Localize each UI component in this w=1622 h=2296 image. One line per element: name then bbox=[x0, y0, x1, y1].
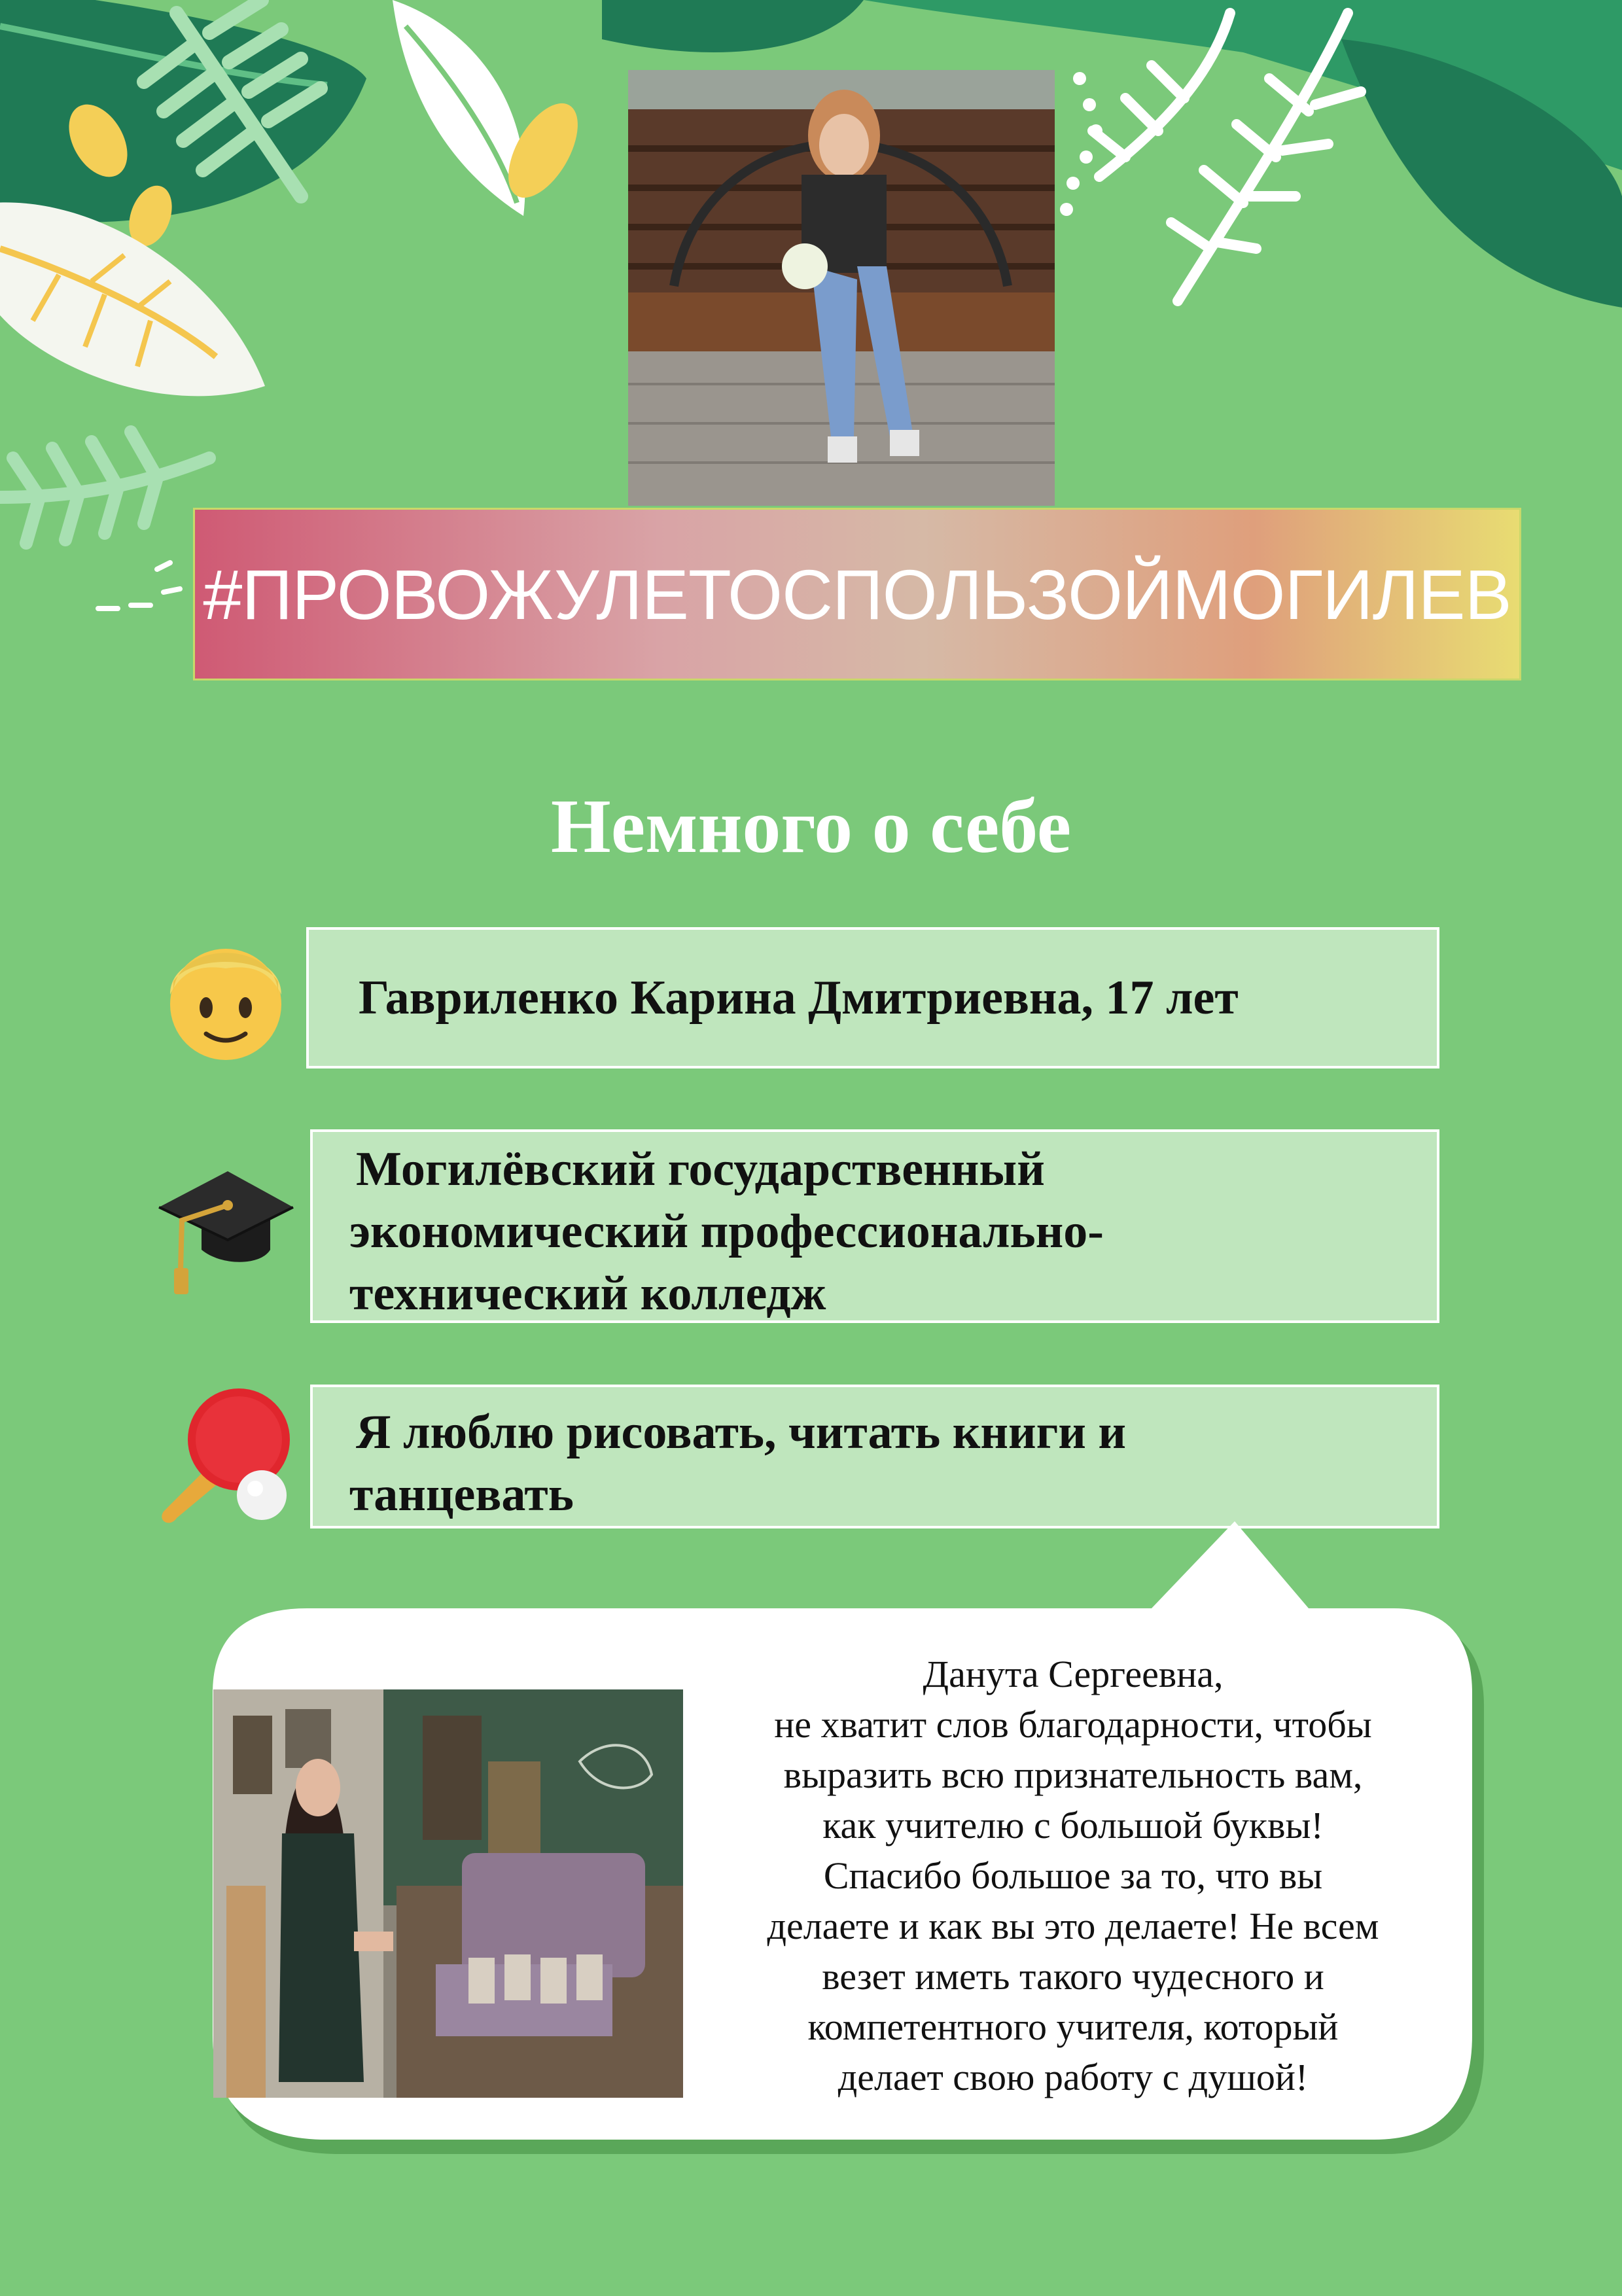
message-line-6: делаете и как вы это делаете! Не всем bbox=[767, 1905, 1379, 1947]
school-box bbox=[310, 1129, 1439, 1323]
graduation-cap-icon bbox=[156, 1158, 296, 1296]
hobbies-line-2: танцевать bbox=[349, 1468, 574, 1521]
section-title: Немного о себе bbox=[550, 783, 1072, 869]
message-line-5: Спасибо большое за то, что вы bbox=[823, 1854, 1323, 1897]
person-emoji-icon bbox=[164, 929, 288, 1067]
message-line-3: выразить всю признательность вам, bbox=[783, 1754, 1363, 1796]
hashtag-text: #ПРОВОЖУЛЕТОСПОЛЬЗОЙМОГИЛЕВ bbox=[203, 554, 1511, 634]
student-photo bbox=[628, 70, 1055, 506]
hobbies-box bbox=[310, 1385, 1439, 1528]
school-line-3: технический колледж bbox=[349, 1267, 826, 1320]
message-line-4: как учителю с большой буквы! bbox=[822, 1804, 1324, 1846]
school-line-1: Могилёвский государственный bbox=[356, 1142, 1045, 1196]
teacher-message bbox=[710, 1649, 1436, 2102]
message-line-9: делает свою работу с душой! bbox=[837, 2056, 1309, 2098]
hashtag-banner bbox=[193, 508, 1521, 680]
message-line-7: везет иметь такого чудесного и bbox=[822, 1955, 1324, 1998]
message-line-1: Данута Сергеевна, bbox=[923, 1653, 1224, 1695]
school-line-2: экономический профессионально- bbox=[349, 1205, 1104, 1258]
message-line-8: компетентного учителя, который bbox=[807, 2005, 1339, 2048]
teacher-photo bbox=[213, 1689, 683, 2098]
name-box bbox=[306, 927, 1439, 1069]
hobbies-line-1: Я люблю рисовать, читать книги и bbox=[356, 1405, 1127, 1459]
name-text: Гавриленко Карина Дмитриевна, 17 лет bbox=[359, 970, 1239, 1025]
ping-pong-icon bbox=[157, 1387, 298, 1525]
message-line-2: не хватит слов благодарности, чтобы bbox=[774, 1703, 1372, 1746]
